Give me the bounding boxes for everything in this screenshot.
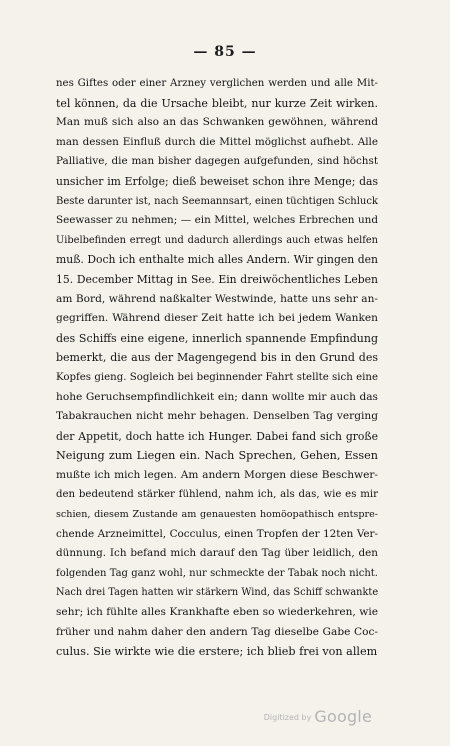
text-line: culus. Sie wirkte wie die erstere; ich blieb frei von allem (56, 645, 378, 659)
text-line: Seewasser zu nehmen; — ein Mittel, welches Erbrechen und (56, 214, 378, 227)
text-line: man dessen Einfluß durch die Mittel möglichst aufhebt. Alle (56, 135, 378, 148)
text-line: tel können, da die Ursache bleibt, nur kurze Zeit wirken. (56, 96, 378, 110)
text-line: früher und nahm daher den andern Tag dieselbe Gabe Coc- (56, 625, 378, 638)
digitization-watermark (264, 707, 372, 726)
text-line: schien, diesem Zustande am genauesten homöopathisch entspre- (56, 509, 378, 521)
text-line: der Appetit, doch hatte ich Hunger. Dabei fand sich große (56, 429, 378, 443)
text-line: den bedeutend stärker fühlend, nahm ich, als das, wie es mir (56, 489, 378, 501)
text-line: unsicher im Erfolge; dieß beweiset schon ihre Menge; das (56, 174, 378, 188)
text-line: am Bord, während naßkalter Westwinde, hatte uns sehr an- (56, 292, 378, 305)
text-line: nes Giftes oder einer Arzney verglichen werden und alle Mit- (56, 78, 378, 89)
text-line: mußte ich mich legen. Am andern Morgen diese Beschwer- (56, 468, 378, 481)
text-line: bemerkt, die aus der Magengegend bis in den Grund des (56, 351, 378, 365)
text-line: gegriffen. Während dieser Zeit hatte ich bei jedem Wanken (56, 312, 378, 325)
text-line: Tabakrauchen nicht mehr behagen. Denselben Tag verging (56, 410, 378, 423)
text-line: Kopfes gieng. Sogleich bei beginnender Fahrt stellte sich eine (56, 371, 378, 383)
text-line: Palliative, die man bisher dagegen aufgefunden, sind höchst (56, 155, 378, 168)
watermark-prefix: Digitized by (263, 713, 312, 722)
text-line: Beste darunter ist, nach Seemannsart, einen tüchtigen Schluck (56, 195, 378, 207)
text-line: Neigung zum Liegen ein. Nach Sprechen, Gehen, Essen (56, 449, 378, 463)
text-line: dünnung. Ich befand mich darauf den Tag über leidlich, den (56, 547, 378, 560)
text-line: sehr; ich fühlte alles Krankhafte eben so wiederkehren, wie (56, 606, 378, 619)
text-line: muß. Doch ich enthalte mich alles Andern. Wir gingen den (56, 253, 378, 267)
text-line: Uibelbefinden erregt und dadurch allerdings auch etwas helfen (56, 234, 378, 246)
google-logo: Google (314, 707, 372, 726)
text-line: 15. December Mittag in See. Ein dreiwöchentliches Leben (56, 272, 378, 286)
text-line: Nach drei Tagen hatten wir stärkern Wind, das Schiff schwankte (56, 587, 378, 599)
text-line: folgenden Tag ganz wohl, nur schmeckte der Tabak noch nicht. (56, 567, 378, 579)
text-line: hohe Geruchsempfindlichkeit ein; dann wollte mir auch das (56, 390, 378, 403)
text-line: des Schiffs eine eigene, innerlich spannende Empfindung (56, 331, 378, 345)
body-text (56, 74, 378, 662)
page-number: — 85 — (193, 44, 257, 60)
text-line: chende Arzneimittel, Cocculus, einen Tropfen der 12ten Ver- (56, 527, 378, 540)
text-line: Man muß sich also an das Schwanken gewöhnen, während (56, 116, 378, 129)
